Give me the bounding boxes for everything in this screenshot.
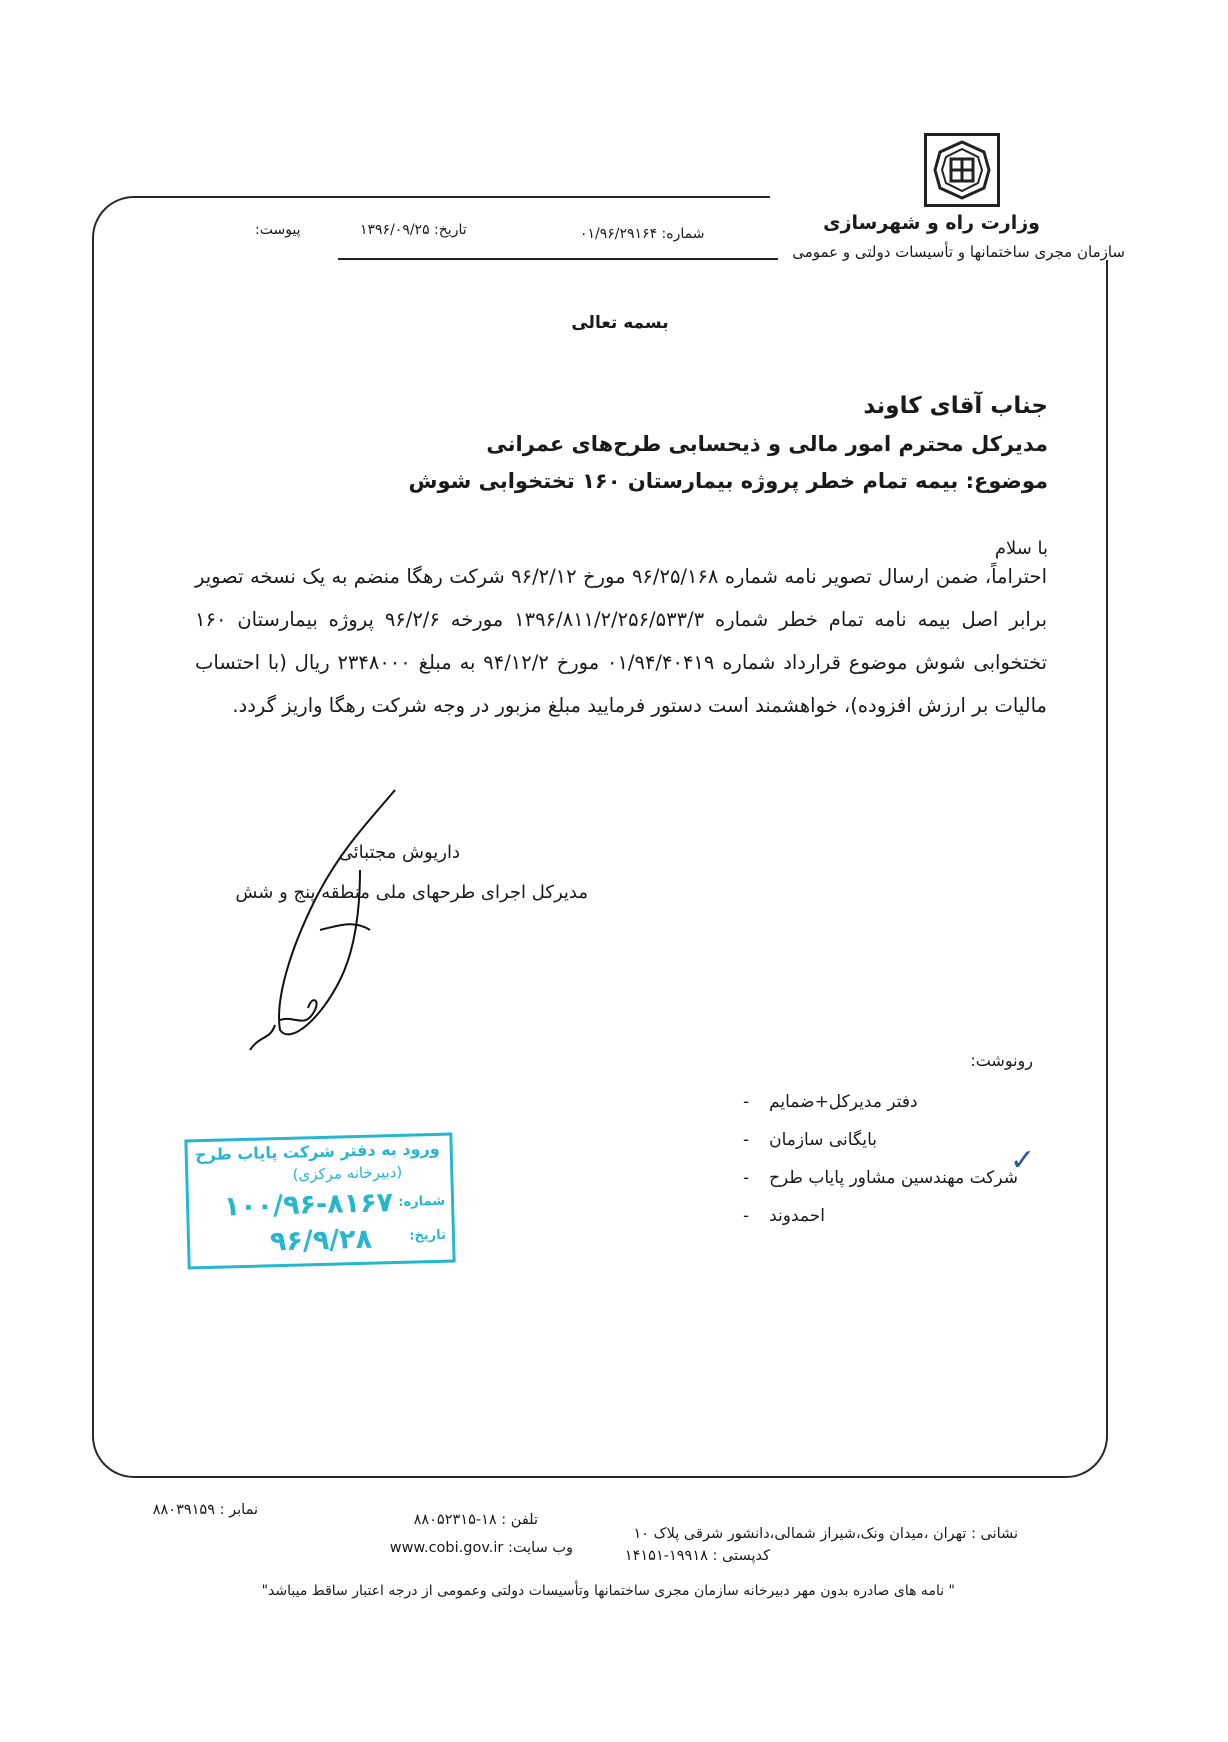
footer-address: نشانی : تهران ،میدان ونک،شیراز شمالی،دانشور شرقی پلاک ۱۰ — [633, 1526, 1018, 1542]
letter-number: شماره: ۰۱/۹۶/۲۹۱۶۴ — [580, 226, 705, 242]
greeting: با سلام — [994, 538, 1048, 559]
list-item: - شرکت مهندسین مشاور پایاب طرح — [741, 1159, 1018, 1197]
ministry-logo — [924, 133, 1000, 207]
receipt-stamp — [184, 1133, 455, 1270]
footer-note: " نامه های صادره بدون مهر دبیرخانه سازمان مجری ساختمانها وتأسیسات دولتی وعمومی از درجه اعتبار ساقط میباشد" — [261, 1583, 955, 1599]
cc-list — [741, 1083, 1018, 1235]
stamp-date-label: تاریخ: — [409, 1227, 447, 1244]
header-divider — [338, 258, 778, 260]
checkmark-icon: ✓ — [1010, 1143, 1036, 1178]
stamp-number: ۱۰۰/۹۶-۸۱۶۷ — [223, 1187, 394, 1223]
list-item: - دفتر مدیرکل+ضمایم — [741, 1083, 1018, 1121]
letter-date: تاریخ: ۱۳۹۶/۰۹/۲۵ — [360, 222, 467, 238]
organization-name: سازمان مجری ساختمانها و تأسیسات دولتی و عمومی — [792, 243, 1125, 261]
signatory-title: مدیرکل اجرای طرحهای ملی منطقه پنج و شش — [235, 882, 588, 903]
letter-body: احتراماً، ضمن ارسال تصویر نامه شماره ۹۶/۲۵/۱۶۸ مورخ ۹۶/۲/۱۲ شرکت رهگا منضم به یک نسخه تصویر برابر اصل بیمه نامه تمام خطر شماره ۱۳۹۶/۸۱۱/۲/۲۵۶/۵۳۳/۳ مورخه ۹۶/۲/۶ پروژه بیمارستان ۱۶۰ تختخوابی شوش موضوع قرارداد شماره ۰۱/۹۴/۴۰۴۱۹ مورخ ۹۴/۱۲/۲ به مبلغ ۲۳۴۸۰۰۰ ریال (با احتساب مالیات بر ارزش افزوده)، خواهشمند است دستور فرمایید مبلغ مزبور در وجه شرکت رهگا واریز گردد. — [195, 565, 1048, 717]
footer-fax: نمابر : ۸۸۰۳۹۱۵۹ — [152, 1502, 258, 1518]
stamp-number-label: شماره: — [398, 1193, 446, 1210]
cc-item-label: دفتر مدیرکل+ضمایم — [769, 1092, 918, 1112]
recipient-name: جناب آقای کاوند — [863, 393, 1048, 419]
list-item: - بایگانی سازمان — [741, 1121, 1018, 1159]
handwritten-signature — [220, 780, 420, 1060]
letter-attachment: پیوست: — [255, 222, 301, 238]
cc-label: رونوشت: — [970, 1051, 1033, 1070]
cc-item-label: احمدوند — [769, 1206, 825, 1226]
cc-item-label: شرکت مهندسین مشاور پایاب طرح — [769, 1168, 1018, 1188]
basmala: بسمه تعالی — [571, 313, 669, 333]
stamp-subtitle: (دبیرخانه مرکزی) — [292, 1162, 403, 1184]
recipient-title: مدیرکل محترم امور مالی و ذیحسابی طرح‌های عمرانی — [486, 432, 1048, 456]
footer-phone: تلفن : ۱۸-۸۸۰۵۲۳۱۵ — [413, 1512, 538, 1528]
footer-website: وب سایت: www.cobi.gov.ir — [389, 1540, 573, 1556]
footer-postal-code: کدپستی : ۱۹۹۱۸-۱۴۱۵۱ — [624, 1548, 770, 1564]
cc-item-label: بایگانی سازمان — [769, 1130, 877, 1150]
stamp-date: ۹۶/۹/۲۸ — [269, 1223, 373, 1258]
ministry-name: وزارت راه و شهرسازی — [823, 212, 1040, 234]
letter-subject: موضوع: بیمه تمام خطر پروژه بیمارستان ۱۶۰ تختخوابی شوش — [408, 469, 1048, 493]
signatory-name: داریوش مجتبائی — [338, 842, 460, 863]
stamp-title: ورود به دفتر شرکت پایاب طرح — [194, 1138, 440, 1165]
list-item: - احمدوند — [741, 1197, 1018, 1235]
